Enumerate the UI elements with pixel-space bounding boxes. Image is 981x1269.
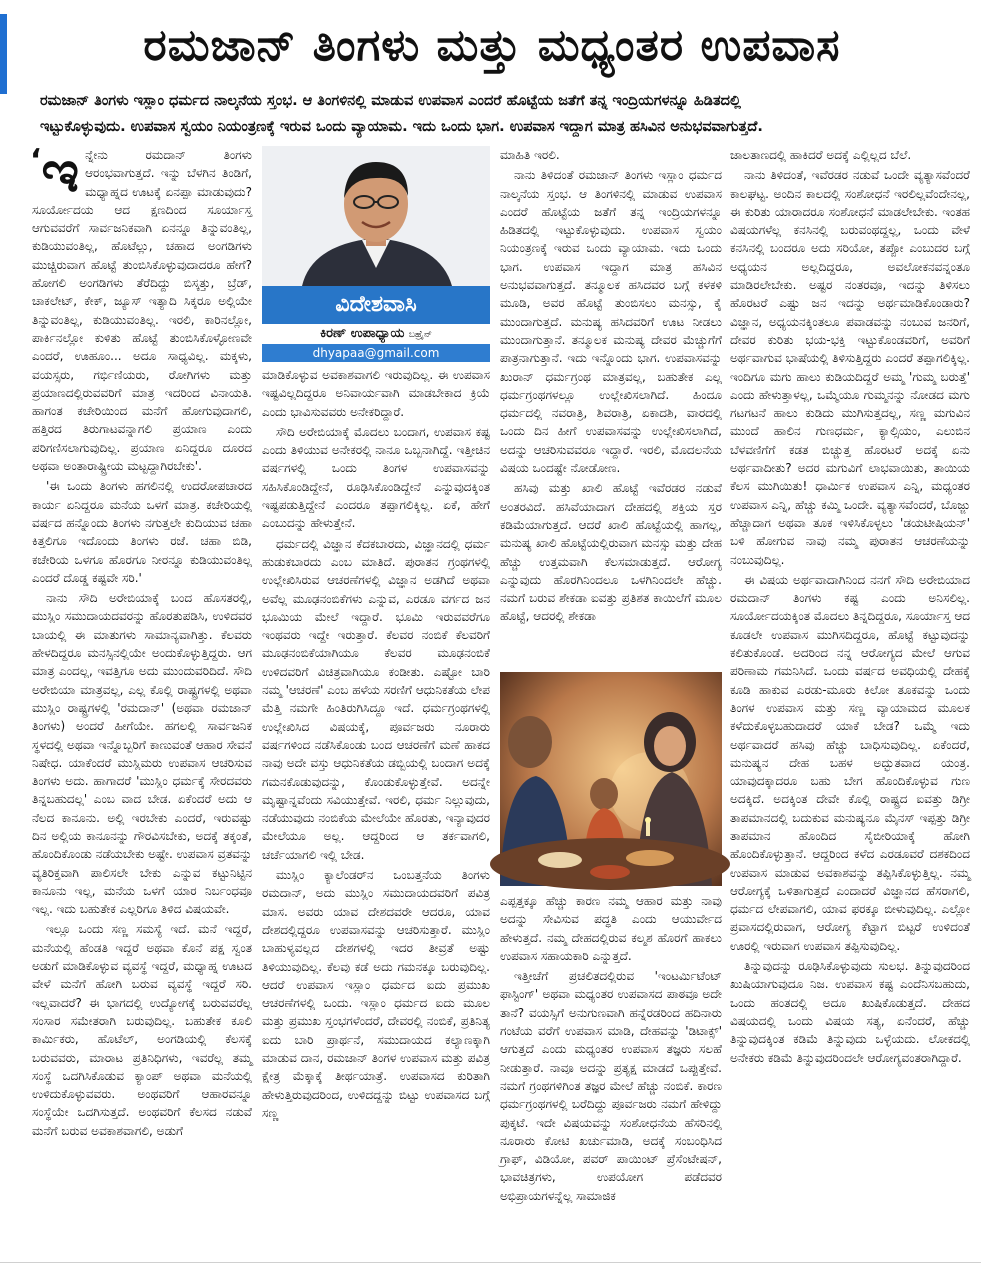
headline: ರಮಜಾನ್ ತಿಂಗಳು ಮತ್ತು ಮಧ್ಯಂತರ ಉಪವಾಸ — [143, 20, 841, 71]
column-label: ವಿದೇಶವಾಸಿ — [262, 286, 490, 324]
page-bottom-rule — [0, 1262, 981, 1263]
article-paragraph: ನಾನು ಸೌದಿ ಅರೇಬಿಯಾಕ್ಕೆ ಬಂದ ಹೊಸತರಲ್ಲಿ, ಮುಸ್ಲಿಂ ಸಮುದಾಯದವರನ್ನು ಹೊರತುಪಡಿಸಿ, ಉಳಿದವರ ಬಾಯಲ್ಲಿ ಈ ಮಾತುಗಳು ಸಾಮಾನ್ಯವಾಗಿತ್ತು. ಕೆಲವರು ಹೇಳದಿದ್ದರೂ ಮನಸ್ಸಿನಲ್ಲಿಯೇ ಅಂದುಕೊಳ್ಳುತ್ತಿದ್ದರು. ಆಗ ಮಾತ್ರ ಎಂದಲ್ಲ, ಇವತ್ತಿಗೂ ಅದು ಮುಂದುವರಿದಿದೆ. ಸೌದಿ ಅರೇಬಿಯಾ ಮಾತ್ರವಲ್ಲ, ಎಲ್ಲ ಕೊಲ್ಲಿ ರಾಷ್ಟ್ರಗಳಲ್ಲಿ ಅಥವಾ ಮುಸ್ಲಿಂ ರಾಷ್ಟ್ರಗಳಲ್ಲಿ 'ರಮದಾನ್' (ಅಥವಾ ರಮಜಾನ್ ತಿಂಗಳು) ಅಂದರೆ ಹೀಗೆಯೇ. ಹಗಲಲ್ಲಿ ಸಾರ್ವಜನಿಕ ಸ್ಥಳದಲ್ಲಿ ಅಥವಾ ಇನ್ನೊಬ್ಬರಿಗೆ ಕಾಣುವಂತೆ ಆಹಾರ ಸೇವನೆ ನಿಷೇಧ. ಯಾಕೆಂದರೆ ಮುಸ್ಲಿಮರು ಉಪವಾಸ ಆಚರಿಸುವ ತಿಂಗಳು ಅದು. ಹಾಗಾದರೆ 'ಮುಸ್ಲಿಂ ಧರ್ಮಕ್ಕೆ ಸೇರದವರು ತಿನ್ನಬಹುದಲ್ಲ' ಎಂಬ ವಾದ ಬೇಡ. ಏಕೆಂದರೆ ಅದು ಆ ನೆಲದ ಕಾನೂನು. ಅಲ್ಲಿ ಇರಬೇಕು ಎಂದರೆ, ಇರುವಷ್ಟು ದಿನ ಅಲ್ಲಿಯ ಕಾನೂನನ್ನು ಗೌರವಿಸಬೇಕು, ಅದಕ್ಕೆ ತಕ್ಕಂತೆ, ಹೊಂದಿಕೊಂಡು ನಡೆಯಬೇಕು ಅಷ್ಟೇ. ಉಪವಾಸ ವ್ರತವನ್ನು ವ್ಯತಿರಿಕ್ತವಾಗಿ ಪಾಲಿಸಲೇ ಬೇಕು ಎನ್ನುವ ಕಟ್ಟುನಿಟ್ಟಿನ ಕಾನೂನು ಇಲ್ಲ, ಮನೆಯ ಒಳಗೆ ಯಾರ ನಿರ್ಬಂಧವೂ ಇಲ್ಲ. ಇದು ಬಹುತೇಕ ಎಲ್ಲರಿಗೂ ತಿಳಿದ ವಿಷಯವೇ. — [32, 591, 252, 917]
drop-cap: ‘ಇ — [30, 137, 80, 205]
article-paragraph: ಎಪ್ಪತ್ತಕ್ಕೂ ಹೆಚ್ಚು ಕಾರಣ ನಮ್ಮ ಆಹಾರ ಮತ್ತು ನಾವು ಅದನ್ನು ಸೇವಿಸುವ ಪದ್ಧತಿ ಎಂದು ಆಯುರ್ವೇದ ಹೇಳುತ್ತದೆ. ನಮ್ಮ ದೇಹದಲ್ಲಿರುವ ಕಲ್ಮಶ ಹೊರಗೆ ಹಾಕಲು ಉಪವಾಸ ಸಹಾಯಕಾರಿ ಎನ್ನುತ್ತದೆ. — [500, 894, 722, 963]
author-email[interactable]: dhyapaa@gmail.com — [262, 344, 490, 362]
article-column-2 — [262, 146, 490, 1256]
author-name: ಕಿರಣ್ ಉಪಾಧ್ಯಾಯ ಬಹ್ರೈನ್ — [262, 324, 490, 344]
column-4-text — [730, 146, 970, 1069]
article-paragraph: ಮಾಡಿಕೊಳ್ಳುವ ಅವಕಾಶವಾಗಲಿ ಇರುವುದಿಲ್ಲ. ಈ ಉಪವಾಸ ಇಷ್ಟವಿಲ್ಲದಿದ್ದರೂ ಅನಿವಾರ್ಯವಾಗಿ ಮಾಡಬೇಕಾದ ಕ್ರಿಯೆ ಎಂದು ಭಾವಿಸುವವರು ಅನೇಕರಿದ್ದಾರೆ. — [262, 368, 490, 419]
article-paragraph: ಇತ್ತೀಚೆಗೆ ಪ್ರಚಲಿತದಲ್ಲಿರುವ 'ಇಂಟರ್ಮಿಟೆಂಟ್ ಫಾಸ್ಟಿಂಗ್' ಅಥವಾ ಮಧ್ಯಂತರ ಉಪವಾಸದ ಪಾಠವೂ ಅದೇ ತಾನೆ? ವಯಸ್ಸಿಗೆ ಅನುಗುಣವಾಗಿ ಹನ್ನೆರಡರಿಂದ ಹದಿನಾರು ಗಂಟೆಯ ವರೆಗೆ ಉಪವಾಸ ಮಾಡಿ, ದೇಹವನ್ನು 'ಡಿಟಾಕ್ಸ್' ಆಗುತ್ತದೆ ಎಂದು ಮಧ್ಯಂತರ ಉಪವಾಸ ತಜ್ಞರು ಸಲಹೆ ನೀಡುತ್ತಾರೆ. ನಾವೂ ಅದನ್ನು ಪ್ರತ್ಯಕ್ಷ ಮಾಡದೆ ಒಪ್ಪುತ್ತೇವೆ. ನಮಗೆ ಗ್ರಂಥಗಳಿಗಿಂತ ತಜ್ಞರ ಮೇಲೆ ಹೆಚ್ಚು ನಂಬಿಕೆ. ಕಾರಣ ಧರ್ಮಗ್ರಂಥಗಳಲ್ಲಿ ಬರೆದಿದ್ದು ಪೂರ್ವಜರು ನಮಗೆ ಹೇಳಿದ್ದು ಪುಕ್ಕಟೆ. ಇದೇ ವಿಷಯವನ್ನು ಸಂಶೋಧನೆಯ ಹೆಸರಿನಲ್ಲಿ ನೂರಾರು ಕೋಟಿ ಖರ್ಚುಮಾಡಿ, ಅದಕ್ಕೆ ಸಂಬಂಧಿಸಿದ ಗ್ರಾಫ್, ವಿಡಿಯೋ, ಪವರ್ ಪಾಯಿಂಟ್ ಪ್ರೆಸೆಂಟೇಷನ್, ಭಾವಚಿತ್ರಗಳು, ಉಪಯೋಗ ಪಡೆದವರ ಅಭಿಪ್ರಾಯಗಳನ್ನೆಲ್ಲ ಸಾಮಾಜಿಕ — [500, 969, 722, 1203]
family-meal-image-icon — [500, 672, 722, 886]
article-paragraph: ಹಸಿವು ಮತ್ತು ಖಾಲಿ ಹೊಟ್ಟೆ ಇವೆರಡರ ನಡುವೆ ಅಂತರವಿದೆ. ಹಸಿವೆಯಾದಾಗ ದೇಹದಲ್ಲಿ ಶಕ್ತಿಯ ಸ್ತರ ಕಡಿಮೆಯಾಗುತ್ತದೆ. ಆದರೆ ಖಾಲಿ ಹೊಟ್ಟೆಯಲ್ಲಿ ಹಾಗಲ್ಲ, ಮನುಷ್ಯ ಖಾಲಿ ಹೊಟ್ಟೆಯಲ್ಲಿರುವಾಗ ಮನಸ್ಸು ಮತ್ತು ದೇಹ ಹೆಚ್ಚು ಉತ್ತಮವಾಗಿ ಕೆಲಸಮಾಡುತ್ತದೆ. ಆರೋಗ್ಯ ಎನ್ನುವುದು ಹೊರಗಿನಿಂದಲೂ ಒಳಗಿನಿಂದಲೇ ಹೆಚ್ಚು. ನಮಗೆ ಬರುವ ಶೇಕಡಾ ಐವತ್ತು ಪ್ರತಿಶತ ಕಾಯಿಲೆಗೆ ಮೂಲ ಹೊಟ್ಟೆ, ಆದರಲ್ಲಿ ಶೇಕಡಾ — [500, 481, 722, 624]
deck-line: ಇಟ್ಟುಕೊಳ್ಳುವುದು. ಉಪವಾಸ ಸ್ವಯಂ ನಿಯಂತ್ರಣಕ್ಕೆ ಇರುವ ಒಂದು ವ್ಯಾಯಾಮ. ಇದು ಒಂದು ಭಾಗ. ಉಪವಾಸ ಇದ್ದಾಗ ಮಾತ್ರ ಹಸಿವಿನ ಅನುಭವವಾಗುತ್ತದೆ. — [40, 119, 763, 135]
article-paragraph: ನಾನು ತಿಳಿದಂತೆ ರಮಜಾನ್ ತಿಂಗಳು ಇಸ್ಲಾಂ ಧರ್ಮದ ನಾಲ್ಕನೆಯ ಸ್ತಂಭ. ಆ ತಿಂಗಳಿನಲ್ಲಿ ಮಾಡುವ ಉಪವಾಸ ಎಂದರೆ ಹೊಟ್ಟೆಯ ಜತೆಗೆ ತನ್ನ ಇಂದ್ರಿಯಗಳನ್ನೂ ಹಿಡಿತದಲ್ಲಿ ಇಟ್ಟುಕೊಳ್ಳುವುದು. ಉಪವಾಸ ಸ್ವಯಂ ನಿಯಂತ್ರಣಕ್ಕೆ ಇರುವ ಒಂದು ವ್ಯಾಯಾಮ. ಇದು ಒಂದು ಭಾಗ. ಉಪವಾಸ ಇದ್ದಾಗ ಮಾತ್ರ ಹಸಿವಿನ ಅನುಭವವಾಗುತ್ತದೆ. ತನ್ಮೂಲಕ ಹಸಿದವರ ಬಗ್ಗೆ ಕಳಕಳಿ ಮೂಡಿ, ಅವರ ಹೊಟ್ಟೆ ತುಂಬಿಸಲು ಮನಸ್ಸು, ಕೈ ಮುಂದಾಗುತ್ತದೆ. ಮನುಷ್ಯ ಹಸಿದವರಿಗೆ ಊಟ ನೀಡಲು ಮುಂದಾಗುತ್ತಾನೆ. ತನ್ಮೂಲಕ ಮನುಷ್ಯ ದೇವರ ಮೆಚ್ಚುಗೆಗೆ ಪಾತ್ರನಾಗುತ್ತಾನೆ. ಇದು ಇನ್ನೊಂದು ಭಾಗ. ಉಪವಾಸವನ್ನು ಖುರಾನ್ ಧರ್ಮಗ್ರಂಥ ಮಾತ್ರವಲ್ಲ, ಬಹುತೇಕ ಎಲ್ಲ ಧರ್ಮಗ್ರಂಥಗಳಲ್ಲೂ ಉಲ್ಲೇಖಿಸಲಾಗಿದೆ. ಹಿಂದೂ ಧರ್ಮದಲ್ಲಿ ನವರಾತ್ರಿ, ಶಿವರಾತ್ರಿ, ಏಕಾದಶಿ, ವಾರದಲ್ಲಿ ಒಂದು ದಿನ ಹೀಗೆ ಉಪವಾಸವನ್ನು ಉಲ್ಲೇಖಿಸಲಾಗಿದೆ, ಅದನ್ನು ಆಚರಿಸುವವರೂ ಇದ್ದಾರೆ. ಇರಲಿ, ಮೊದಲನೆಯ ವಿಷಯ ಒಂದಷ್ಟೇ ನೋಡೋಣ. — [500, 168, 722, 476]
column-3-top-text — [500, 146, 722, 666]
deck — [40, 88, 970, 140]
article-column-4 — [730, 146, 970, 1256]
article-paragraph: ಧರ್ಮದಲ್ಲಿ ವಿಜ್ಞಾನ ಕೆದಕಬಾರದು, ವಿಜ್ಞಾನದಲ್ಲಿ ಧರ್ಮ ಹುಡುಕಬಾರದು ಎಂಬ ಮಾತಿದೆ. ಪುರಾತನ ಗ್ರಂಥಗಳಲ್ಲಿ ಉಲ್ಲೇಖಿಸಿರುವ ಆಚರಣೆಗಳಲ್ಲಿ ವಿಜ್ಞಾನ ಅಡಗಿದೆ ಅಥವಾ ಅವೆಲ್ಲ ಮೂಢನಂಬಿಕೆಗಳು ಎನ್ನುವ, ಎರಡೂ ವರ್ಗದ ಜನ ಭೂಮಿಯ ಮೇಲೆ ಇದ್ದಾರೆ. ಭೂಮಿ ಇರುವವರೆಗೂ ಇಂಥವರು ಇದ್ದೇ ಇರುತ್ತಾರೆ. ಕೆಲವರ ನಂಬಿಕೆ ಕೆಲವರಿಗೆ ಮೂಢನಂಬಿಕೆಯಾಗಿಯೂ ಕೆಲವರ ಮೂಢನಂಬಿಕೆ ಉಳಿದವರಿಗೆ ವಿಚಿತ್ರವಾಗಿಯೂ ಕಂಡೀತು. ಎಷ್ಟೋ ಬಾರಿ ನಮ್ಮ 'ಆಚರಣೆ' ಎಂಬ ಹಳೆಯ ಸರಣಿಗೆ ಆಧುನಿಕತೆಯ ಲೇಪ ಮೆತ್ತಿ ನಮಗೇ ಹಿಂತಿರುಗಿಸಿದ್ದೂ ಇದೆ. ಧರ್ಮಗ್ರಂಥಗಳಲ್ಲಿ ಉಲ್ಲೇಖಿಸಿದ ವಿಷಯಕ್ಕೆ, ಪೂರ್ವಜರು ನೂರಾರು ವರ್ಷಗಳಿಂದ ನಡೆಸಿಕೊಂಡು ಬಂದ ಆಚರಣೆಗೆ ಮಣೆ ಹಾಕದ ನಾವು ಅದೇ ವಸ್ತು ಆಧುನಿಕತೆಯ ಡಬ್ಬಿಯಲ್ಲಿ ಬಂದಾಗ ಅದಕ್ಕೆ ಗಮನಕೊಡುವುದನ್ನು, ಕೊಂಡುಕೊಳ್ಳುತ್ತೇವೆ. ಅದನ್ನೇ ಮೃಷ್ಟಾನ್ನವೆಂದು ಸವಿಯುತ್ತೇವೆ. ಇರಲಿ, ಧರ್ಮ ನಿಲ್ಲುವುದು, ನಡೆಯುವುದು ನಂಬಿಕೆಯ ಮೇಲೆಯೇ ಹೊರತು, ಇನ್ಯಾವುದರ ಮೇಲೆಯೂ ಅಲ್ಲ. ಆದ್ದರಿಂದ ಆ ತರ್ಕವಾಗಲಿ, ಚರ್ಚೆಯಾಗಲಿ ಇಲ್ಲಿ ಬೇಡ. — [262, 536, 490, 862]
article-paragraph: 'ಈ ಒಂದು ತಿಂಗಳು ಹಗಲಿನಲ್ಲಿ ಉದರೋಪಚಾರದ ಕಾರ್ಯ ಏನಿದ್ದರೂ ಮನೆಯ ಒಳಗೆ ಮಾತ್ರ. ಕಚೇರಿಯಲ್ಲಿ ವರ್ಷದ ಹನ್ನೊಂದು ತಿಂಗಳು ನಗುತ್ತಲೇ ಕುದಿಯುವ ಚಹಾ ಕಿತ್ತಲಿಗೂ ಇದೊಂದು ತಿಂಗಳು ರಜೆ. ಚಹಾ ಬಿಡಿ, ಕಚೇರಿಯ ಒಳಗೂ ಹೊರಗೂ ನೀರನ್ನೂ ಕುಡಿಯುವಂತಿಲ್ಲ ಎಂದರೆ ದೊಡ್ಡ ಕಷ್ಟವೇ ಸರಿ.' — [32, 479, 252, 585]
column-2-text — [262, 366, 490, 1124]
article-paragraph: ಮಾಹಿತಿ ಇರಲಿ. — [500, 148, 560, 162]
article-column-3 — [500, 146, 722, 1256]
article-paragraph: ನಾನು ತಿಳಿದಂತೆ, ಇವೆರಡರ ನಡುವೆ ಒಂದೇ ವ್ಯತ್ಯಾಸವೆಂದರೆ ಕಾಲಘಟ್ಟ. ಅಂದಿನ ಕಾಲದಲ್ಲಿ ಸಂಶೋಧನೆ ಇರಲಿಲ್ಲವೆಂದೇನಲ್ಲ, ಈ ಕುರಿತು ಯಾರಾದರೂ ಸಂಶೋಧನೆ ಮಾಡಲೇಬೇಕು. ಇಂತಹ ವಿಷಯಗಳೆಲ್ಲ ಕನಸಿನಲ್ಲಿ ಬರುವಂಥದ್ದಲ್ಲ, ಒಂದು ವೇಳೆ ಕನಸಿನಲ್ಲಿ ಬಂದರೂ ಅದು ಸರಿಯೋ, ತಪ್ಪೋ ಎಂಬುದರ ಬಗ್ಗೆ ಅಧ್ಯಯನ ಅಲ್ಲದಿದ್ದರೂ, ಅವಲೋಕನವನ್ನಂತೂ ಮಾಡಿರಲೇಬೇಕು. ಅಷ್ಟರ ನಂತರವೂ, ಇದನ್ನು ತಿಳಿಸಲು ಹೊರಟರೆ ಎಷ್ಟು ಜನ ಇದನ್ನು ಅರ್ಥಮಾಡಿಕೊಂಡಾರು? ವಿಜ್ಞಾನ, ಅಧ್ಯಯನಕ್ಕಿಂತಲೂ ಪವಾಡವನ್ನು ನಂಬುವ ಜನರಿಗೆ, ದೇವರ ಕುರಿತು ಭಯ-ಭಕ್ತಿ ಇಟ್ಟುಕೊಂಡವರಿಗೆ, ಅವರಿಗೆ ಅರ್ಥವಾಗುವ ಭಾಷೆಯಲ್ಲಿ ತಿಳಿಸುತ್ತಿದ್ದರು ಎಂದರೆ ತಪ್ಪಾಗಲಿಕ್ಕಿಲ್ಲ. ಇಂದಿಗೂ ಮಗು ಹಾಲು ಕುಡಿಯದಿದ್ದರೆ ಅಮ್ಮ 'ಗುಮ್ಮ ಬರುತ್ತೆ' ಎಂದು ಹೇಳುತ್ತಾಳಲ್ಲ, ಒಮ್ಮೆಯೂ ಗುಮ್ಮನನ್ನು ನೋಡದ ಮಗು ಗಟಗಟನೆ ಹಾಲು ಕುಡಿದು ಮುಗಿಸುತ್ತದಲ್ಲ, ಸಣ್ಣ ಮಗುವಿನ ಮುಂದೆ ಹಾಲಿನ ಗುಣಧರ್ಮ, ಕ್ಯಾಲ್ಸಿಯಂ, ಎಲುಬಿನ ಬೆಳವಣಿಗೆಗೆ ಕಡತ ಬಿಚ್ಚುತ್ತ ಹೊರಟರೆ ಅದಕ್ಕೆ ಏನು ಅರ್ಥವಾದೀತು? ಅದರ ಮಗುವಿಗೆ ಲಾಭವಾಯಿತು, ತಾಯಿಯ ಕೆಲಸ ಮುಗಿಯಿತು! ಧಾರ್ಮಿಕ ಉಪವಾಸ ಎನ್ನಿ, ಮಧ್ಯಂತರ ಉಪವಾಸ ಎನ್ನಿ, ಹೆಚ್ಚು ಕಮ್ಮಿ ಒಂದೇ. ವ್ಯತ್ಯಾಸವೆಂದರೆ, ಬೊಜ್ಜು ಹೆಚ್ಚಾದಾಗ ಅಥವಾ ತೂಕ ಇಳಿಸಿಕೊಳ್ಳಲು 'ಡಯಟೀಷಿಯನ್' ಬಳಿ ಹೋಗುವ ನಾವು ನಮ್ಮ ಪುರಾತನ ಆಚರಣೆಯನ್ನು ನಂಬುವುದಿಲ್ಲ. — [730, 168, 970, 567]
article-paragraph: ‘ಇ ನ್ನೇನು ರಮದಾನ್ ತಿಂಗಳು ಆರಂಭವಾಗುತ್ತದೆ. ಇನ್ನು ಬೆಳಗಿನ ತಿಂಡಿಗೆ, ಮಧ್ಯಾಹ್ನದ ಊಟಕ್ಕೆ ಏನಪ್ಪಾ ಮಾಡುವುದು? ಸೂರ್ಯೋದಯ ಆದ ಕ್ಷಣದಿಂದ ಸೂರ್ಯಾಸ್ತ ಆಗುವವರೆಗೆ ಸಾರ್ವಜನಿಕವಾಗಿ ಏನನ್ನೂ ತಿನ್ನುವಂತಿಲ್ಲ, ಕುಡಿಯುವಂತಿಲ್ಲ, ಹೊಟೆಲ್ಲು, ಚಹಾದ ಅಂಗಡಿಗಳು ಮುಚ್ಚಿರುವಾಗ ಹೊಟ್ಟೆ ತುಂಬಿಸಿಕೊಳ್ಳುವುದಾದರೂ ಹೇಗೆ? ಹೋಗಲಿ ಅಂಗಡಿಗಳು ತೆರೆದಿದ್ದು ಬಿಸ್ಕತ್ತು, ಬ್ರೆಡ್, ಚಾಕಲೇಟ್, ಕೇಕ್, ಜ್ಯೂಸ್ ಇತ್ಯಾದಿ ಸಿಕ್ಕರೂ ಅಲ್ಲಿಯೇ ತಿನ್ನುವಂತಿಲ್ಲ, ಕುಡಿಯುವಂತಿಲ್ಲ. ಇರಲಿ, ಕಾರಿನಲ್ಲೋ, ಪಾರ್ಕಿನಲ್ಲೋ ಕುಳಿತು ಹೊಟ್ಟೆ ತುಂಬಿಸಿಕೊಳ್ಳೋಣವೇ ಎಂದರೆ, ಊಹೂಂ... ಅದೂ ಸಾಧ್ಯವಿಲ್ಲ. ಮಕ್ಕಳು, ವಯಸ್ಸರು, ಗರ್ಭಿಣಿಯರು, ರೋಗಿಗಳು ಮತ್ತು ಪ್ರಯಾಣದಲ್ಲಿರುವವರಿಗೆ ಮಾತ್ರ ಇದರಿಂದ ವಿನಾಯತಿ. ಹಾಗಂತ ಕಚೇರಿಯಿಂದ ಮನೆಗೆ ಹೋಗುವುದಾಗಲಿ, ಹತ್ತಿರದ ತಿರುಗಾಟವನ್ನಾಗಲಿ ಪ್ರಯಾಣ ಎಂದು ಪರಿಗಣಿಸಲಾಗುವುದಿಲ್ಲ. ಪ್ರಯಾಣ ಏನಿದ್ದರೂ ದೂರದ ಅಥವಾ ಅಂತಾರಾಷ್ಟ್ರೀಯ ಮಟ್ಟದ್ದಾಗಿರಬೇಕು'. — [30, 137, 252, 474]
article-paragraph: ಸೌದಿ ಅರೇಬಿಯಾಕ್ಕೆ ಮೊದಲು ಬಂದಾಗ, ಉಪವಾಸ ಕಷ್ಟ ಎಂದು ತಿಳಿಯುವ ಅನೇಕರಲ್ಲಿ ನಾನೂ ಒಬ್ಬನಾಗಿದ್ದೆ. ಇತ್ತೀಚಿನ ವರ್ಷಗಳಲ್ಲಿ ಒಂದು ತಿಂಗಳ ಉಪವಾಸವನ್ನು ಸಹಿಸಿಕೊಂಡಿದ್ದೇನೆ, ರೂಢಿಸಿಕೊಂಡಿದ್ದೇನೆ ಎನ್ನುವುದಕ್ಕಿಂತ ಇಷ್ಟಪಡುತ್ತಿದ್ದೇನೆ ಎಂದರೂ ತಪ್ಪಾಗಲಿಕ್ಕಿಲ್ಲ. ಏಕೆ, ಹೇಗೆ ಎಂಬುದನ್ನು ಹೇಳುತ್ತೇನೆ. — [262, 424, 490, 531]
page-edge-tab — [0, 14, 7, 94]
author-location: ಬಹ್ರೈನ್ — [408, 330, 432, 340]
author-photo-icon — [262, 146, 490, 286]
columnist-box — [262, 146, 490, 361]
family-iftar-photo — [500, 672, 722, 886]
deck-line: ರಮಜಾನ್ ತಿಂಗಳು ಇಸ್ಲಾಂ ಧರ್ಮದ ನಾಲ್ಕನೆಯ ಸ್ತಂಭ. ಆ ತಿಂಗಳಿನಲ್ಲಿ ಮಾಡುವ ಉಪವಾಸ ಎಂದರೆ ಹೊಟ್ಟೆಯ ಜತೆಗೆ ತನ್ನ ಇಂದ್ರಿಯಗಳನ್ನೂ ಹಿಡಿತದಲ್ಲಿ — [40, 93, 741, 109]
article-paragraph: ಈ ವಿಷಯ ಅರ್ಥವಾದಾಗಿನಿಂದ ನನಗೆ ಸೌದಿ ಅರೇಬಿಯಾದ ರಮದಾನ್ ತಿಂಗಳು ಕಷ್ಟ ಎಂದು ಅನಿಸಲಿಲ್ಲ. ಸೂರ್ಯೋದಯಕ್ಕಿಂತ ಮೊದಲು ತಿನ್ನದಿದ್ದರೂ, ಸೂರ್ಯಾಸ್ತ ಆದ ಕೂಡಲೇ ಉಪವಾಸ ಮುಗಿಸದಿದ್ದರೂ, ಹೊಟ್ಟೆ ಕಟ್ಟುವುದನ್ನು ಕಲಿತುಕೊಂಡೆ. ಅದರಿಂದ ನನ್ನ ಆರೋಗ್ಯದ ಮೇಲೆ ಆಗುವ ಪರಿಣಾಮ ಗಮನಿಸಿದೆ. ಒಂದು ವರ್ಷದ ಅವಧಿಯಲ್ಲಿ ದೇಹಕ್ಕೆ ಕೂಡಿ ಹಾಕುವ ಎರಡು-ಮೂರು ಕಿಲೋ ತೂಕವನ್ನು ಒಂದು ತಿಂಗಳ ಉಪವಾಸ ಮತ್ತು ಸಣ್ಣ ವ್ಯಾಯಾಮದ ಮೂಲಕ ಕಳೆದುಕೊಳ್ಳಬಹುದಾದರೆ ಯಾಕೆ ಬೇಡ? ಒಮ್ಮೆ ಇದು ಅರ್ಥವಾದರೆ ಹಸಿವು ಹೆಚ್ಚು ಬಾಧಿಸುವುದಿಲ್ಲ. ಏಕೆಂದರೆ, ಮನುಷ್ಯನ ದೇಹ ಬಹಳ ಅದ್ಭುತವಾದ ಯಂತ್ರ. ಯಾವುದಕ್ಕಾದರೂ ಬಹು ಬೇಗ ಹೊಂದಿಕೊಳ್ಳುವ ಗುಣ ಅದಕ್ಕಿದೆ. ಅದಕ್ಕಿಂತ ದೇವೇ ಕೊಲ್ಲಿ ರಾಷ್ಟ್ರದ ಐವತ್ತು ಡಿಗ್ರೀ ತಾಪಮಾನದಲ್ಲಿ ಬದುಕುವ ಮನುಷ್ಯನೂ ಮೈನಸ್ ಇಪ್ಪತ್ತು ಡಿಗ್ರೀ ತಾಪಮಾನ ಹೊಂದಿದ ಸೈಬೀರಿಯಾಕ್ಕೆ ಹೋಗಿ ಹೊಂದಿಕೊಳ್ಳುತ್ತಾನೆ. ಆದ್ದರಿಂದ ಕಳೆದ ಎರಡೂವರೆ ದಶಕದಿಂದ ಉಪವಾಸ ಮಾಡುವ ಅವಕಾಶವನ್ನು ತಪ್ಪಿಸಿಕೊಳ್ಳುತ್ತಿಲ್ಲ. ನಮ್ಮ ಆರೋಗ್ಯಕ್ಕೆ ಒಳಿತಾಗುತ್ತದೆ ಎಂದಾದರೆ ವಿಜ್ಞಾನದ ಹೆಸರಾಗಲಿ, ಧರ್ಮದ ಲೇಪವಾಗಲಿ, ಯಾವ ಫರಕ್ಕೂ ಬೀಳುವುದಿಲ್ಲ. ಎಲ್ಲೋ ಪ್ರವಾಸದಲ್ಲಿರುವಾಗ, ಆರೋಗ್ಯ ಕೆಟ್ಟಾಗ ಬಿಟ್ಟರೆ ಉಳಿದಂತೆ ಊರಲ್ಲಿ ಇರುವಾಗ ಉಪವಾಸ ತಪ್ಪಿಸುವುದಿಲ್ಲ. — [730, 572, 970, 953]
article-paragraph: ಮುಸ್ಲಿಂ ಕ್ಯಾಲೆಂಡರ್‌ನ ಒಂಬತ್ತನೆಯ ತಿಂಗಳು ರಮದಾನ್, ಅದು ಮುಸ್ಲಿಂ ಸಮುದಾಯದವರಿಗೆ ಪವಿತ್ರ ಮಾಸ. ಅವರು ಯಾವ ದೇಶದವರೇ ಆದರೂ, ಯಾವ ದೇಶದಲ್ಲಿದ್ದರೂ ಉಪವಾಸವನ್ನು ಆಚರಿಸುತ್ತಾರೆ. ಮುಸ್ಲಿಂ ಬಾಹುಳ್ಯವಲ್ಲದ ದೇಶಗಳಲ್ಲಿ ಇದರ ತೀವ್ರತೆ ಅಷ್ಟು ತಿಳಿಯುವುದಿಲ್ಲ. ಕೆಲವು ಕಡೆ ಅದು ಗಮನಕ್ಕೂ ಬರುವುದಿಲ್ಲ. ಆದರೆ ಉಪವಾಸ ಇಸ್ಲಾಂ ಧರ್ಮದ ಐದು ಪ್ರಮುಖ ಆಚರಣೆಗಳಲ್ಲಿ ಒಂದು. ಇಸ್ಲಾಂ ಧರ್ಮದ ಐದು ಮೂಲ ಮತ್ತು ಪ್ರಮುಖ ಸ್ತಂಭಗಳೆಂದರೆ, ದೇವರಲ್ಲಿ ನಂಬಿಕೆ, ಪ್ರತಿನಿತ್ಯ ಐದು ಬಾರಿ ಪ್ರಾರ್ಥನೆ, ಸಮುದಾಯದ ಕಲ್ಯಾಣಕ್ಕಾಗಿ ಮಾಡುವ ದಾನ, ರಮಜಾನ್ ತಿಂಗಳ ಉಪವಾಸ ಮತ್ತು ಪವಿತ್ರ ಕ್ಷೇತ್ರ ಮೆಕ್ಕಾಕ್ಕೆ ತೀರ್ಥಯಾತ್ರೆ. ಉಪವಾಸದ ಕುರಿತಾಗಿ ಹೇಳುತ್ತಿರುವುದರಿಂದ, ಉಳಿದದ್ದನ್ನು ಬಿಟ್ಟು ಉಪವಾಸದ ಬಗ್ಗೆ ಸಣ್ಣ — [262, 868, 490, 1120]
article-paragraph: ತಿನ್ನುವುದನ್ನು ರೂಢಿಸಿಕೊಳ್ಳುವುದು ಸುಲಭ. ತಿನ್ನುವುದರಿಂದ ಖುಷಿಯಾಗುವುದೂ ನಿಜ. ಉಪವಾಸ ಕಷ್ಟ ಎಂದೆನಿಸಬಹುದು, ಒಂದು ಹಂತದಲ್ಲಿ ಅದೂ ಖುಷಿಕೊಡುತ್ತದೆ. ದೇಹದ ವಿಷಯದಲ್ಲಿ ಒಂದು ವಿಷಯ ಸತ್ಯ, ಏನೆಂದರೆ, ಹೆಚ್ಚು ತಿನ್ನುವುದಕ್ಕಿಂತ ಕಡಿಮೆ ತಿನ್ನುವುದು ಒಳ್ಳೆಯದು. ಲೋಕದಲ್ಲಿ ಅನೇಕರು ಕಡಿಮೆ ತಿನ್ನುವುದರಿಂದಲೇ ಆರೋಗ್ಯವಂತರಾಗಿದ್ದಾರೆ. — [730, 959, 970, 1065]
article-paragraph: ಜಾಲತಾಣದಲ್ಲಿ ಹಾಕಿದರೆ ಅದಕ್ಕೆ ಎಲ್ಲಿಲ್ಲದ ಬೆಲೆ. — [730, 148, 912, 162]
article-column-1 — [30, 137, 252, 1256]
author-portrait — [262, 146, 490, 286]
column-3-bottom-text — [500, 892, 722, 1256]
article-paragraph: ಇಲ್ಲೂ ಒಂದು ಸಣ್ಣ ಸಮಸ್ಯೆ ಇದೆ. ಮನೆ ಇದ್ದರೆ, ಮನೆಯಲ್ಲಿ ಹೆಂಡತಿ ಇದ್ದರೆ ಅಥವಾ ಕೊನೆ ಪಕ್ಷ ಸ್ವಂತ ಅಡುಗೆ ಮಾಡಿಕೊಳ್ಳುವ ವ್ಯವಸ್ಥೆ ಇದ್ದರೆ, ಮಧ್ಯಾಹ್ನ ಊಟದ ವೇಳೆ ಮನೆಗೆ ಹೋಗಿ ಬರುವ ವ್ಯವಸ್ಥೆ ಇದ್ದರೆ ಸರಿ. ಇಲ್ಲವಾದರೆ? ಈ ಭಾಗದಲ್ಲಿ ಉದ್ಯೋಗಕ್ಕೆ ಬರುವವರೆಲ್ಲ ಸಂಸಾರ ಸಮೇತರಾಗಿ ಬರುವುದಿಲ್ಲ. ಬಹುತೇಕ ಕೂಲಿ ಕಾರ್ಮಿಕರು, ಹೊಟೆಲ್, ಅಂಗಡಿಯಲ್ಲಿ ಕೆಲಸಕ್ಕೆ ಬರುವವರು, ಮಾರಾಟ ಪ್ರತಿನಿಧಿಗಳು, ಇವರೆಲ್ಲ ತಮ್ಮ ಸಂಸ್ಥೆ ಒದಗಿಸಿಕೊಡುವ ಕ್ಯಾಂಪ್ ಅಥವಾ ಮನೆಯಲ್ಲಿ ಉಳಿದುಕೊಳ್ಳುವವರು. ಅಂಥವರಿಗೆ ಆಹಾರವನ್ನೂ ಸಂಸ್ಥೆಯೇ ಒದಗಿಸುತ್ತದೆ. ಅಂಥವರಿಗೆ ಕೆಲಸದ ನಡುವೆ ಮನೆಗೆ ಬರುವ ಅವಕಾಶವಾಗಲಿ, ಅಡುಗೆ — [32, 922, 252, 1138]
